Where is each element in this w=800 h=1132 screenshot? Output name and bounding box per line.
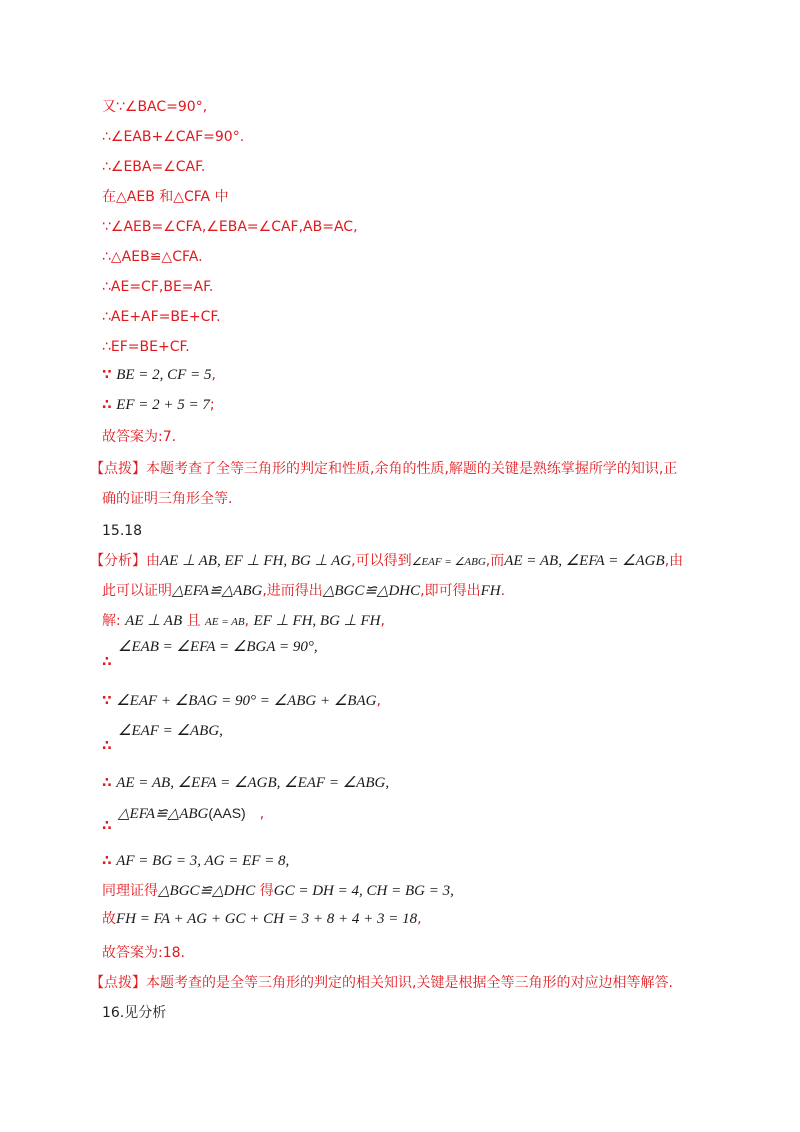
solution-text: 且 xyxy=(186,613,201,629)
solution-text: 同理证得 xyxy=(102,883,158,899)
math-expression: AE ⊥ AB, EF ⊥ FH, BG ⊥ AG xyxy=(160,553,352,569)
analysis-text: ,即可得出 xyxy=(420,583,481,599)
proof-line-8: ∴AE+AF=BE+CF. xyxy=(102,309,221,325)
math-expression: GC = DH = 4, CH = BG = 3, xyxy=(273,883,454,899)
solution-line-7 xyxy=(102,852,289,870)
math-expression: △BGC≌△DHC xyxy=(158,883,256,899)
analysis-tag: 【分析】 xyxy=(90,553,146,569)
solution-text: 故 xyxy=(102,911,116,927)
therefore-symbol: ∴ xyxy=(102,738,112,754)
therefore-symbol: ∴ xyxy=(102,397,112,413)
proof-line-10 xyxy=(102,366,216,384)
proof-line-11 xyxy=(102,396,215,414)
answer-line-15: 故答案为:18. xyxy=(102,945,185,961)
question-16-number: 16.见分析 xyxy=(102,1005,167,1021)
solution-line-6 xyxy=(118,804,264,823)
math-expression: △EFA≌△ABG xyxy=(118,806,209,822)
math-expression: ∠EAF = ∠ABG, xyxy=(118,723,223,739)
math-expression: AE = AB, ∠EFA = ∠AGB, ∠EAF = ∠ABG, xyxy=(116,775,390,791)
math-expression: EF ⊥ FH, BG ⊥ FH xyxy=(253,613,381,629)
solution-text: 解: xyxy=(102,613,121,629)
analysis-line-1 xyxy=(90,552,683,571)
therefore-symbol: ∴ xyxy=(102,853,112,869)
analysis-text: 由 xyxy=(146,553,160,569)
math-expression: FH xyxy=(480,583,501,599)
question-15-number: 15.18 xyxy=(102,523,143,539)
because-symbol: ∵ xyxy=(102,693,112,709)
math-expression: AE = AB xyxy=(205,616,245,628)
solution-text: , xyxy=(380,613,385,629)
proof-line-7: ∴AE=CF,BE=AF. xyxy=(102,279,214,295)
solution-line-8 xyxy=(102,882,454,900)
solution-text: 得 xyxy=(259,883,274,899)
punctuation: , xyxy=(259,806,265,822)
proof-line-2: ∴∠EAB+∠CAF=90°. xyxy=(102,129,245,145)
proof-line-1: 又∵∠BAC=90°, xyxy=(102,99,208,115)
therefore-symbol: ∴ xyxy=(102,654,112,670)
math-expression: BE = 2, CF = 5 xyxy=(116,367,212,383)
math-expression: EF = 2 + 5 = 7 xyxy=(116,397,210,413)
solution-line-5 xyxy=(102,774,389,792)
punctuation: ; xyxy=(209,397,215,413)
analysis-text: 此可以证明 xyxy=(102,583,172,599)
analysis-text: . xyxy=(500,583,506,599)
solution-line-3 xyxy=(102,692,381,710)
math-expression: AE ⊥ AB xyxy=(125,613,183,629)
tip-paragraph-14-cont: 确的证明三角形全等. xyxy=(102,491,233,507)
math-expression: FH = FA + AG + GC + CH = 3 + 8 + 4 + 3 = 18 xyxy=(116,911,418,927)
punctuation: , xyxy=(417,911,422,927)
analysis-text: ,由 xyxy=(664,553,684,569)
because-symbol: ∵ xyxy=(102,367,112,383)
solution-line-4 xyxy=(118,722,223,740)
math-expression: ∠EAF = ∠ABG xyxy=(411,556,486,568)
math-expression: AE = AB, ∠EFA = ∠AGB xyxy=(504,553,665,569)
proof-line-5: ∵∠AEB=∠CFA,∠EBA=∠CAF,AB=AC, xyxy=(102,219,358,235)
math-expression: △BGC≌△DHC xyxy=(322,583,421,599)
proof-line-4: 在△AEB 和△CFA 中 xyxy=(102,189,229,205)
analysis-line-2 xyxy=(102,582,505,600)
punctuation: , xyxy=(376,693,381,709)
proof-line-6: ∴△AEB≌△CFA. xyxy=(102,249,203,265)
math-expression: ∠EAF + ∠BAG = 90° = ∠ABG + ∠BAG xyxy=(116,693,377,709)
proof-line-3: ∴∠EBA=∠CAF. xyxy=(102,159,206,175)
tip-text: 本题考查了全等三角形的判定和性质,余角的性质,解题的关键是熟练掌握所学的知识,正 xyxy=(146,461,678,477)
solution-line-2 xyxy=(118,638,318,656)
analysis-text: ,进而得出 xyxy=(262,583,323,599)
solution-line-9 xyxy=(102,910,422,928)
therefore-symbol: ∴ xyxy=(102,818,112,834)
therefore-symbol: ∴ xyxy=(102,775,112,791)
proof-line-9: ∴EF=BE+CF. xyxy=(102,339,190,355)
math-expression: (AAS) xyxy=(208,805,246,821)
math-expression: ∠EAB = ∠EFA = ∠BGA = 90°, xyxy=(118,639,318,655)
solution-text: , xyxy=(244,613,250,629)
math-expression: AF = BG = 3, AG = EF = 8, xyxy=(116,853,290,869)
answer-line-14: 故答案为:7. xyxy=(102,429,177,445)
tip-paragraph-14 xyxy=(90,460,677,478)
solution-line-1 xyxy=(102,612,385,631)
analysis-text: ,而 xyxy=(485,553,505,569)
analysis-text: ,可以得到 xyxy=(351,553,412,569)
tip-paragraph-15 xyxy=(90,974,673,992)
tip-tag: 【点拨】 xyxy=(90,975,146,991)
punctuation: , xyxy=(211,367,216,383)
math-expression: △EFA≌△ABG xyxy=(172,583,263,599)
tip-text: 本题考查的是全等三角形的判定的相关知识,关键是根据全等三角形的对应边相等解答. xyxy=(146,975,673,991)
tip-tag: 【点拨】 xyxy=(90,461,146,477)
